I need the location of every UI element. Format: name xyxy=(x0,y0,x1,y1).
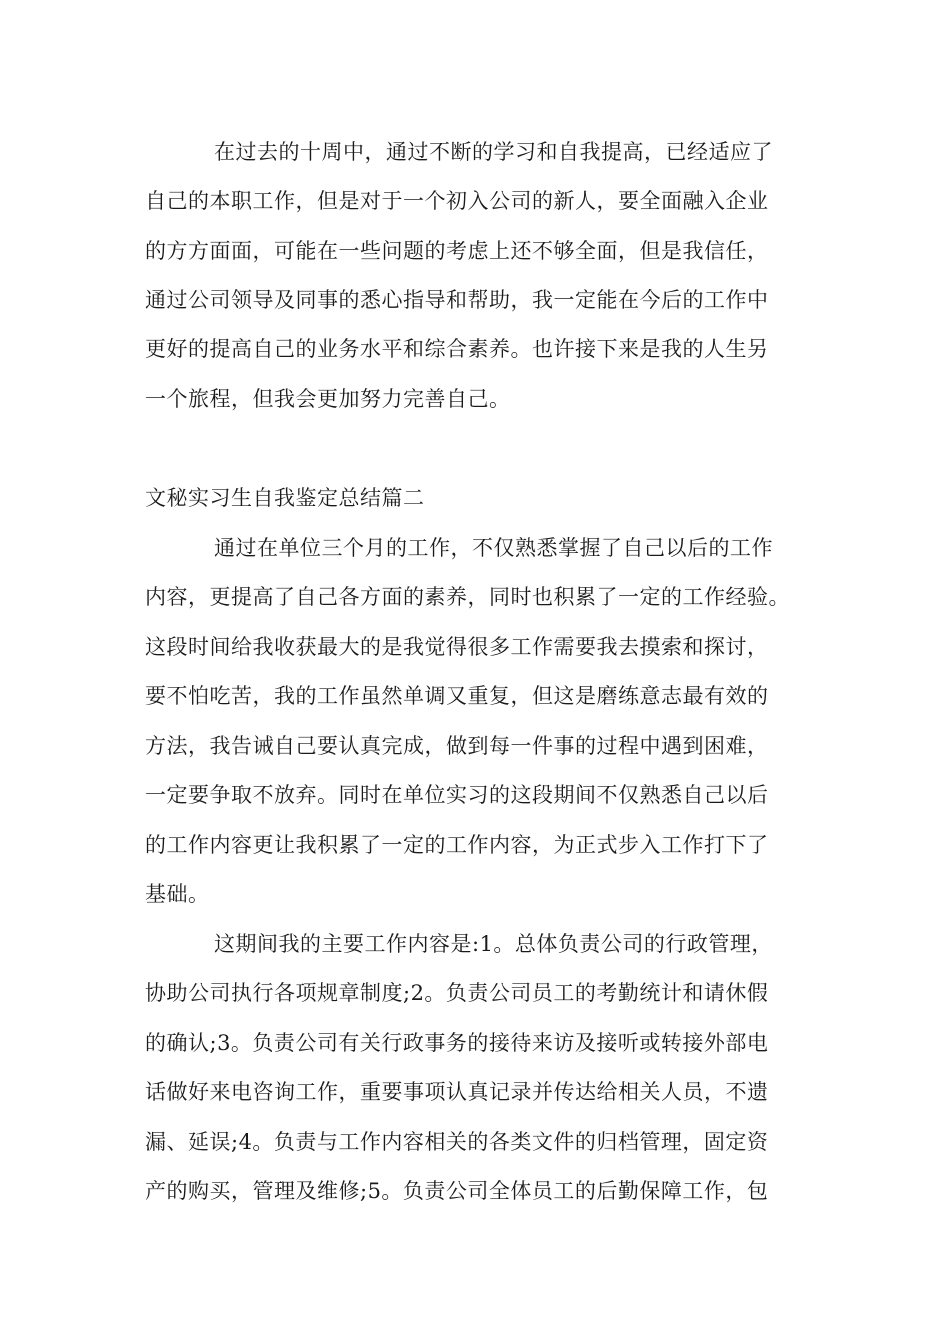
paragraph-1-line: 的方方面面，可能在一些问题的考虑上还不够全面，但是我信任， xyxy=(145,239,769,263)
paragraph-2-line: 方法，我告诫自己要认真完成，做到每一件事的过程中遇到困难， xyxy=(145,734,769,758)
paragraph-1-line: 自己的本职工作，但是对于一个初入公司的新人，要全面融入企业 xyxy=(145,189,769,213)
paragraph-1-line: 更好的提高自己的业务水平和综合素养。也许接下来是我的人生另 xyxy=(145,337,769,361)
paragraph-3-line: 话做好来电咨询工作，重要事项认真记录并传达给相关人员，不遗 xyxy=(145,1080,769,1104)
paragraph-2-line: 通过在单位三个月的工作，不仅熟悉掌握了自己以后的工作 xyxy=(214,536,773,560)
paragraph-3-line: 的确认;3。负责公司有关行政事务的接待来访及接听或转接外部电 xyxy=(145,1031,769,1055)
paragraph-3-line: 协助公司执行各项规章制度;2。负责公司员工的考勤统计和请休假 xyxy=(145,981,769,1005)
paragraph-3-line: 漏、延误;4。负责与工作内容相关的各类文件的归档管理，固定资 xyxy=(145,1130,769,1154)
paragraph-2-line: 要不怕吃苦，我的工作虽然单调又重复，但这是磨练意志最有效的 xyxy=(145,684,769,708)
paragraph-3-line: 产的购买，管理及维修;5。负责公司全体员工的后勤保障工作，包 xyxy=(145,1179,769,1203)
paragraph-1-line: 通过公司领导及同事的悉心指导和帮助，我一定能在今后的工作中 xyxy=(145,288,769,312)
section-heading: 文秘实习生自我鉴定总结篇二 xyxy=(145,486,425,510)
paragraph-1-line: 一个旅程，但我会更加努力完善自己。 xyxy=(145,387,511,411)
paragraph-2-line: 内容，更提高了自己各方面的素养，同时也积累了一定的工作经验。 xyxy=(145,585,790,609)
paragraph-3-line: 这期间我的主要工作内容是:1。总体负责公司的行政管理， xyxy=(214,932,773,956)
paragraph-2-line: 一定要争取不放弃。同时在单位实习的这段期间不仅熟悉自己以后 xyxy=(145,783,769,807)
paragraph-1-line: 在过去的十周中，通过不断的学习和自我提高，已经适应了 xyxy=(214,140,773,164)
paragraph-2-line: 这段时间给我收获最大的是我觉得很多工作需要我去摸索和探讨， xyxy=(145,635,769,659)
paragraph-2-line: 基础。 xyxy=(145,882,210,906)
paragraph-2-line: 的工作内容更让我积累了一定的工作内容，为正式步入工作打下了 xyxy=(145,833,769,857)
